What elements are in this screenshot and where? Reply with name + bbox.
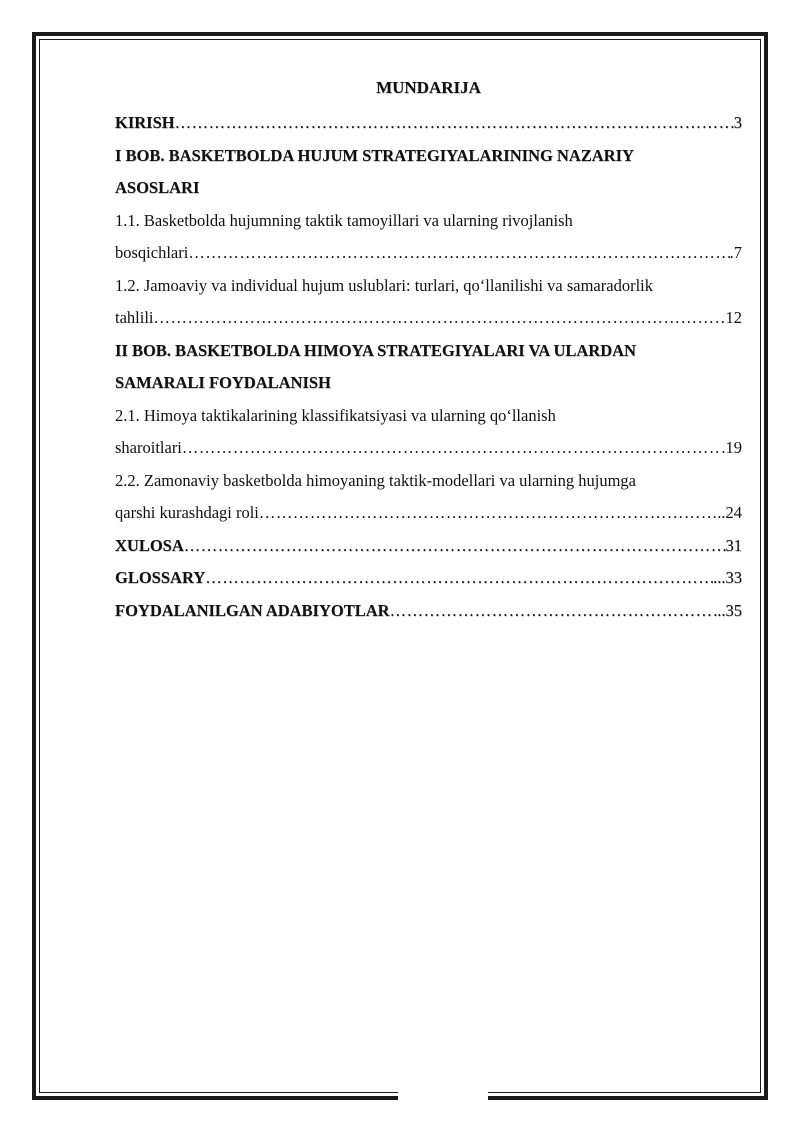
toc-leader-dots <box>205 562 713 595</box>
toc-page-number: ..35 <box>717 600 742 620</box>
toc-entry-label: FOYDALANILGAN ADABIYOTLAR <box>115 600 390 620</box>
toc-leader-dots <box>154 302 726 335</box>
toc-page-number: ...33 <box>713 568 742 587</box>
toc-entry-label: II BOB. BASKETBOLDA HIMOYA STRATEGIYALARI VA ULARDAN <box>115 340 636 360</box>
toc-entry-label: sharoitlari <box>115 438 182 457</box>
toc-leader-dots <box>188 237 729 270</box>
toc-page-number: 31 <box>725 535 742 555</box>
toc-entry-glossary[interactable] <box>115 562 742 595</box>
toc-entry-label: tahlili <box>115 308 154 327</box>
toc-page-number: ..24 <box>717 503 742 522</box>
toc-leader-dots <box>259 497 717 530</box>
toc-leader-dots <box>184 530 726 563</box>
toc-leader-dots <box>175 107 734 140</box>
toc-chapter-1-heading[interactable] <box>115 140 742 173</box>
toc-entry-2-1-cont[interactable] <box>115 432 742 465</box>
toc-page-number: .7 <box>729 243 742 262</box>
toc-chapter-2-heading-cont[interactable] <box>115 367 742 400</box>
toc-entry-label: 2.2. Zamonaviy basketbolda himoyaning taktik-modellari va ularning hujumga <box>115 470 637 490</box>
toc-leader-dots <box>390 595 718 628</box>
toc-entry-2-2[interactable] <box>115 465 742 498</box>
toc-entry-label: KIRISH <box>115 113 175 132</box>
toc-page-number: .19 <box>721 438 742 457</box>
toc-entry-label: 1.1. Basketbolda hujumning taktik tamoyillari va ularning rivojlanish <box>115 210 573 230</box>
toc-entry-label: GLOSSARY <box>115 568 206 587</box>
page-border-gap <box>398 1088 488 1102</box>
toc-entry-1-2[interactable] <box>115 270 742 303</box>
toc-entry-1-2-cont[interactable] <box>115 302 742 335</box>
toc-page-number: 3 <box>733 113 742 132</box>
toc-entry-2-1[interactable] <box>115 400 742 433</box>
toc-entry-label: qarshi kurashdagi roli <box>115 503 259 522</box>
toc-leader-dots <box>182 432 721 465</box>
toc-chapter-2-heading[interactable] <box>115 335 742 368</box>
toc-entry-label: bosqichlari <box>115 243 189 262</box>
toc-entry-1-1-cont[interactable] <box>115 237 742 270</box>
toc-entry-label: XULOSA <box>115 535 184 555</box>
toc-entry-label: 1.2. Jamoaviy va individual hujum uslublari: turlari, qo‘llanilishi va samaradorlik <box>115 275 653 295</box>
table-of-contents <box>115 74 742 627</box>
toc-title: MUNDARIJA <box>376 78 481 97</box>
toc-chapter-1-heading-cont[interactable] <box>115 172 742 205</box>
toc-entry-label: I BOB. BASKETBOLDA HUJUM STRATEGIYALARINING NAZARIY <box>115 145 634 165</box>
toc-entry-2-2-cont[interactable] <box>115 497 742 530</box>
toc-entry-xulosa[interactable] <box>115 530 742 563</box>
toc-entry-1-1[interactable] <box>115 205 742 238</box>
toc-entry-kirish[interactable] <box>115 107 742 140</box>
toc-entry-references[interactable] <box>115 595 742 628</box>
toc-entry-label: 2.1. Himoya taktikalarining klassifikatsiyasi va ularning qo‘llanish <box>115 405 556 425</box>
toc-entry-label: ASOSLARI <box>115 178 200 197</box>
toc-page-number: 12 <box>725 308 742 327</box>
toc-entry-label: SAMARALI FOYDALANISH <box>115 373 331 392</box>
